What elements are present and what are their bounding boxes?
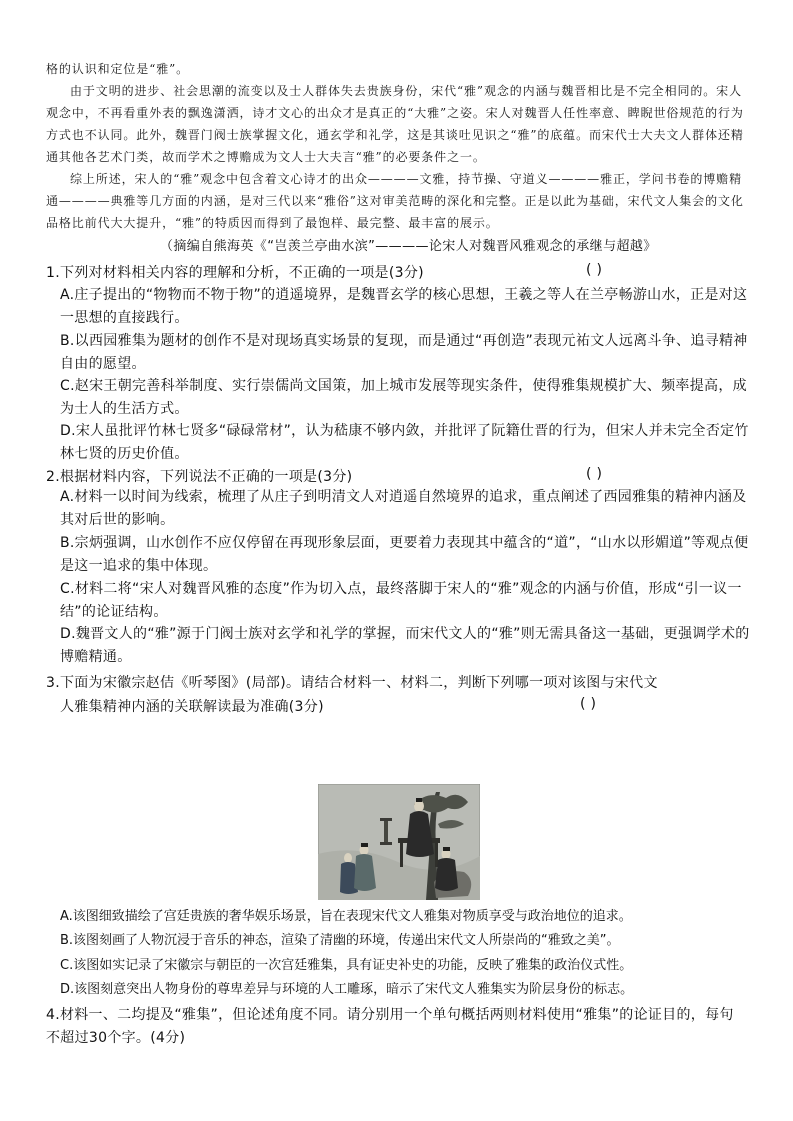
question-2 <box>46 466 762 486</box>
question-stem: 1.下列对材料相关内容的理解和分析，不正确的一项是(3分) <box>46 265 424 281</box>
question-stem-line: 人雅集精神内涵的关联解读最为准确(3分) <box>60 699 324 715</box>
passage-line: 格的认识和定位是“雅”。 <box>46 62 190 76</box>
question-1 <box>46 262 762 282</box>
option-c: C.该图如实记录了宋徽宗与朝臣的一次宫廷雅集，具有证史补史的功能，反映了雅集的政治仪式性。 <box>60 958 633 973</box>
option-d: D.魏晋文人的“雅”源于门阀士族对玄学和礼学的掌握，而宋代文人的“雅”则无需具备这一基础，更强调学术的博赡精通。 <box>60 626 750 665</box>
passage-paragraph: 由于文明的进步、社会思潮的流变以及士人群体失去贵族身份，宋代“雅”观念的内涵与魏晋相比是不完全相同的。宋人观念中，不再看重外表的飘逸潇洒，诗才文心的出众才是真正的“大雅”之姿。宋人对魏晋人任性率意、睥睨世俗规范的行为方式也不认同。此外，魏晋门阀士族掌握文化，通玄学和礼学，这是其谈吐见识之“雅”的底蕴。而宋代士大夫文人群体还精通其他各艺术门类，故而学术之博赡成为文人士大夫言“雅”的必要条件之一。 <box>46 84 744 164</box>
question-stem-line: 3.下面为宋徽宗赵佶《听琴图》(局部)。请结合材料一、材料二，判断下列哪一项对该图与宋代文 <box>46 675 658 691</box>
option-b: B.以西园雅集为题材的创作不是对现场真实场景的复现，而是通过“再创造”表现元祐文人远离斗争、追寻精神自由的愿望。 <box>60 333 748 372</box>
option-d: D.宋人虽批评竹林七贤多“碌碌常材”，认为嵇康不够内敛，并批评了阮籍仕晋的行为，但宋人并未完全否定竹林七贤的历史价值。 <box>60 423 749 462</box>
question-3 <box>46 672 762 716</box>
answer-paren: ( ) <box>586 466 603 482</box>
question-4: 4.材料一、二均提及“雅集”，但论述角度不同。请分别用一个单句概括两则材料使用“雅集”的论证目的，每句不超过30个字。(4分) <box>46 1007 734 1046</box>
option-a: A.该图细致描绘了宫廷贵族的奢华娱乐场景，旨在表现宋代文人雅集对物质享受与政治地位的追求。 <box>60 909 632 924</box>
source-citation: （摘编自熊海英《“岂羡兰亭曲水滨”————论宋人对魏晋风雅观念的承继与超越》 <box>160 239 657 254</box>
listener-right-robe <box>435 858 458 891</box>
option-c: C.赵宋王朝完善科举制度、实行崇儒尚文国策，加上城市发展等现实条件，使得雅集规模扩大、频率提高，成为士人的生活方式。 <box>60 378 747 417</box>
option-c: C.材料二将“宋人对魏晋风雅的态度”作为切入点，最终落脚于宋人的“雅”观念的内涵与价值，形成“引一议一结”的论证结构。 <box>60 581 742 620</box>
option-a: A.材料一以时间为线索，梳理了从庄子到明清文人对逍遥自然境界的追求，重点阐述了西园雅集的精神内涵及其对后世的影响。 <box>60 489 747 528</box>
option-b: B.宗炳强调，山水创作不应仅停留在再现形象层面，更要着力表现其中蕴含的“道”，“山水以形媚道”等观点便是这一追求的集中体现。 <box>60 535 749 574</box>
option-d: D.该图刻意突出人物身份的尊卑差异与环境的人工雕琢，暗示了宋代文人雅集实为阶层身份的标志。 <box>60 982 634 997</box>
listening-to-qin-painting <box>318 784 480 900</box>
option-b: B.该图刻画了人物沉浸于音乐的神态，渲染了清幽的环境，传递出宋代文人所崇尚的“雅致之美”。 <box>60 933 620 948</box>
passage-paragraph: 综上所述，宋人的“雅”观念中包含着文心诗才的出众————文雅，持节操、守道义————雅正，学问书卷的博赡精通————典雅等几方面的内涵，是对三代以来“雅俗”这对审美范畴的深化和完整。正是以此为基础，宋代文人集会的文化品格比前代大大提升，“雅”的特质因而得到了最饱样、最完整、最丰富的展示。 <box>46 172 744 230</box>
question-stem: 2.根据材料内容，下列说法不正确的一项是(3分) <box>46 469 353 485</box>
answer-paren: ( ) <box>580 696 597 712</box>
option-a: A.庄子提出的“物物而不物于物”的逍遥境界，是魏晋玄学的核心思想，王羲之等人在兰亭畅游山水，正是对这一思想的直接践行。 <box>60 287 748 326</box>
answer-paren: ( ) <box>586 262 603 278</box>
